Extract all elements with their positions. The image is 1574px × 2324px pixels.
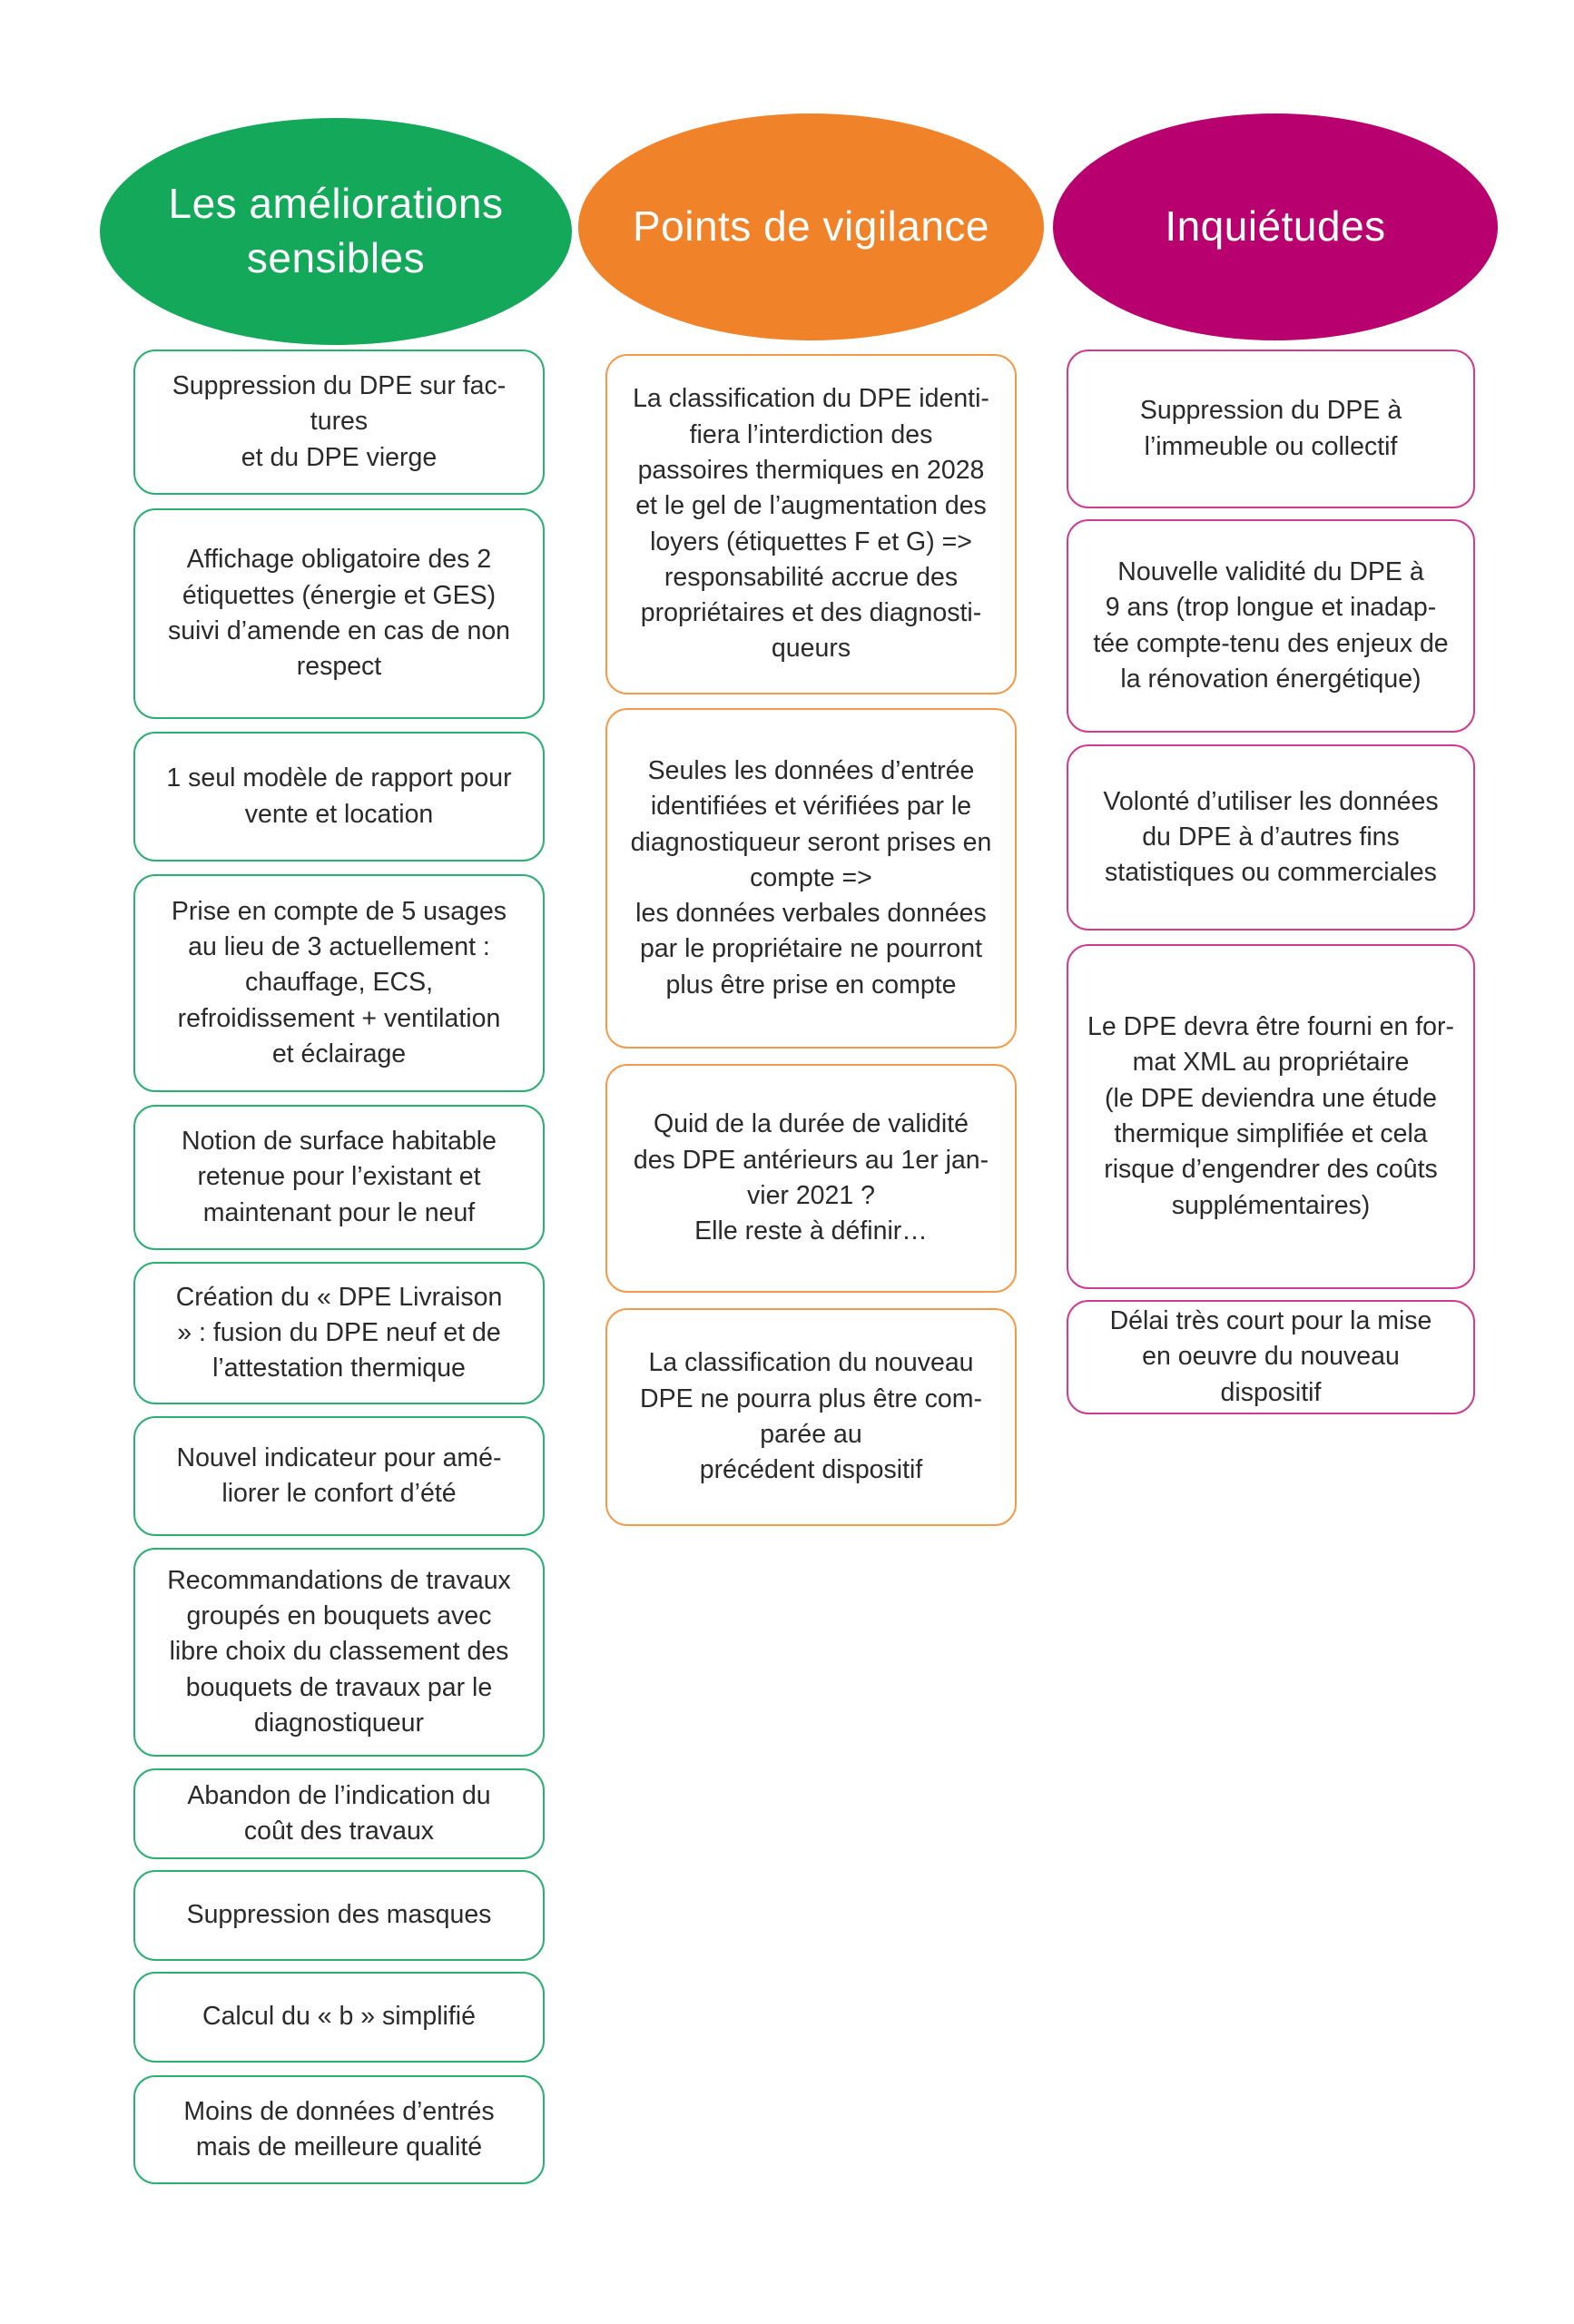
- amelioration-item-10: Suppression des masques: [133, 1870, 545, 1961]
- amelioration-item-7: Nouvel indicateur pour amé- liorer le confort d’été: [133, 1416, 545, 1536]
- amelioration-item-1: Suppression du DPE sur fac- tures et du DPE vierge: [133, 350, 545, 495]
- amelioration-item-4: Prise en compte de 5 usages au lieu de 3 actuellement : chauffage, ECS, refroidissement + ventilation et éclairage: [133, 874, 545, 1092]
- amelioration-item-2: Affichage obligatoire des 2 étiquettes (énergie et GES) suivi d’amende en cas de non respect: [133, 508, 545, 719]
- vigilance-item-4: La classification du nouveau DPE ne pourra plus être com- parée au précédent dispositif: [605, 1308, 1017, 1526]
- header-ameliorations: [100, 118, 572, 345]
- header-ameliorations-line-1: Les améliorations: [168, 180, 504, 228]
- amelioration-item-11: Calcul du « b » simplifié: [133, 1972, 545, 2063]
- inquietude-item-2: Nouvelle validité du DPE à 9 ans (trop longue et inadap- tée compte-tenu des enjeux de la rénovation énergétique): [1067, 519, 1475, 733]
- vigilance-item-3: Quid de la durée de validité des DPE antérieurs au 1er jan- vier 2021 ? Elle reste à définir…: [605, 1064, 1017, 1293]
- inquietude-item-4: Le DPE devra être fourni en for- mat XML au propriétaire (le DPE deviendra une étude thermique simplifiée et cela risque d’engendrer des coûts supplémentaires): [1067, 944, 1475, 1289]
- amelioration-item-9: Abandon de l’indication du coût des travaux: [133, 1768, 545, 1859]
- header-vigilance: [578, 113, 1044, 340]
- vigilance-item-1: La classification du DPE identi- fiera l’interdiction des passoires thermiques en 2028 et le gel de l’augmentation des loyers (étiquettes F et G) => responsabilité accrue des propriétaires et des diagnosti- queurs: [605, 354, 1017, 694]
- header-inquietudes: [1053, 113, 1498, 340]
- inquietude-item-1: Suppression du DPE à l’immeuble ou collectif: [1067, 350, 1475, 508]
- inquietude-item-5: Délai très court pour la mise en oeuvre du nouveau dispositif: [1067, 1300, 1475, 1414]
- inquietude-item-3: Volonté d’utiliser les données du DPE à d’autres fins statistiques ou commerciales: [1067, 744, 1475, 931]
- amelioration-item-12: Moins de données d’entrés mais de meilleure qualité: [133, 2075, 545, 2184]
- header-ameliorations-line-2: sensibles: [246, 234, 426, 281]
- header-vigilance-line-1: Points de vigilance: [632, 202, 990, 251]
- header-inquietudes-line-1: Inquiétudes: [1165, 202, 1386, 251]
- vigilance-item-2: Seules les données d’entrée identifiées et vérifiées par le diagnostiqueur seront prises en compte => les données verbales données par le propriétaire ne pourront plus être prise en compte: [605, 708, 1017, 1049]
- amelioration-item-5: Notion de surface habitable retenue pour l’existant et maintenant pour le neuf: [133, 1105, 545, 1250]
- amelioration-item-6: Création du « DPE Livraison » : fusion du DPE neuf et de l’attestation thermique: [133, 1262, 545, 1404]
- amelioration-item-3: 1 seul modèle de rapport pour vente et location: [133, 732, 545, 862]
- amelioration-item-8: Recommandations de travaux groupés en bouquets avec libre choix du classement des bouquets de travaux par le diagnostiqueur: [133, 1548, 545, 1757]
